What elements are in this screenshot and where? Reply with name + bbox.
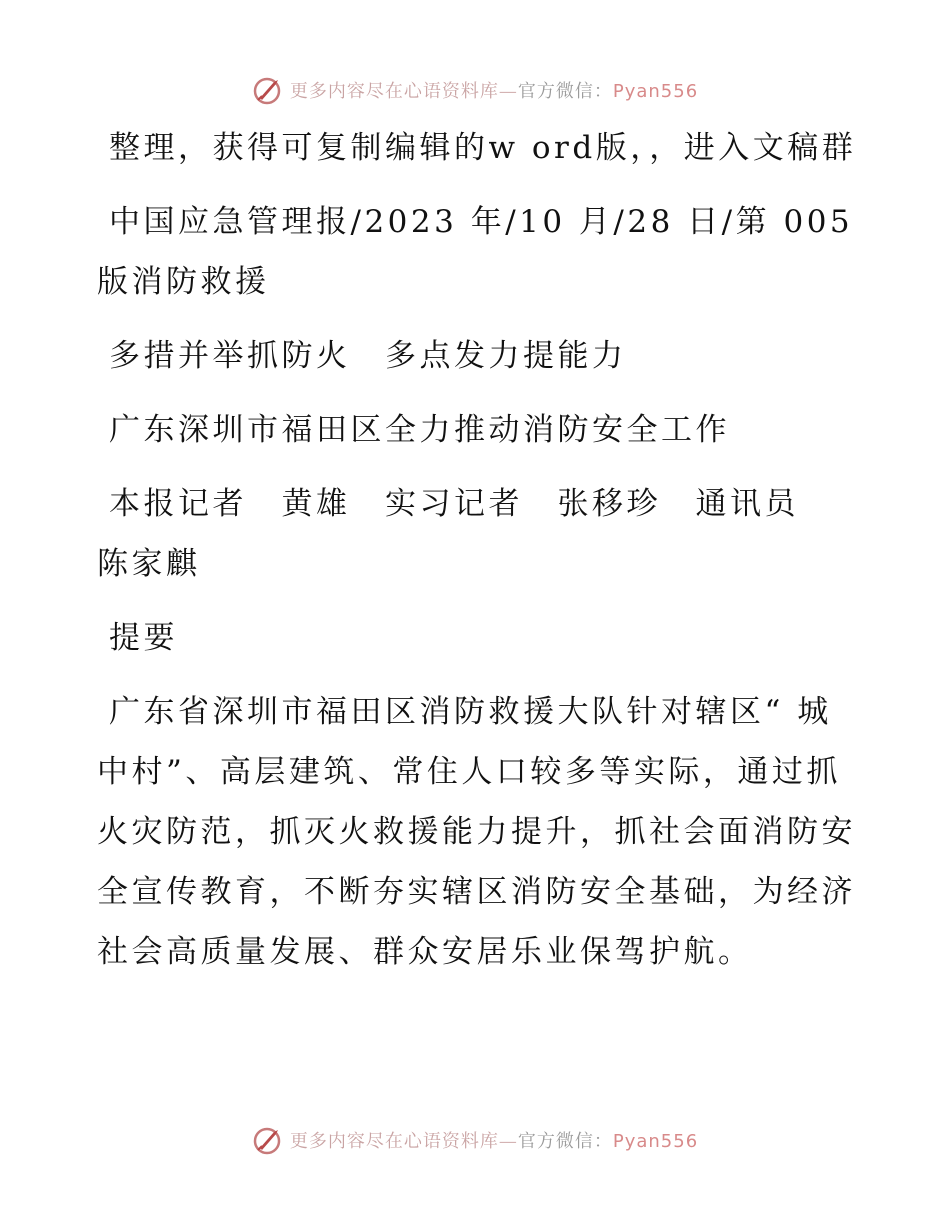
- watermark-separator: —: [498, 1131, 518, 1152]
- quill-logo-icon: [252, 1124, 284, 1156]
- paragraph-note: 整理，获得可复制编辑的w ord版，，进入文稿群: [109, 130, 857, 166]
- document-body: [97, 118, 857, 996]
- watermark-text: [290, 77, 698, 103]
- watermark-label: 官方微信：: [517, 1131, 613, 1152]
- watermark-label: 官方微信：: [517, 81, 613, 102]
- quill-logo-icon: [252, 74, 284, 106]
- watermark-text: [290, 1127, 698, 1153]
- watermark-site-text: 更多内容尽在心语资料库: [289, 81, 499, 102]
- header-watermark: [0, 70, 950, 110]
- watermark-wechat-id: Pyan556: [612, 1131, 699, 1152]
- watermark-separator: —: [498, 81, 518, 102]
- watermark-wechat-id: Pyan556: [612, 81, 699, 102]
- paragraph-subheadline: 广东深圳市福田区全力推动消防安全工作: [109, 412, 730, 448]
- watermark-site-text: 更多内容尽在心语资料库: [289, 1131, 499, 1152]
- paragraph-byline: 本报记者 黄雄 实习记者 张移珍 通讯员 陈家麒: [97, 486, 834, 582]
- paragraph-summary-heading: 提要: [109, 620, 178, 656]
- paragraph-summary: 广东省深圳市福田区消防救援大队针对辖区“ 城中村”、高层建筑、常住人口较多等实际，通过抓火灾防范，抓灭火救援能力提升，抓社会面消防安全宣传教育，不断夯实辖区消防安全基础，为经济社会高质量发展、群众安居乐业保驾护航。: [97, 694, 856, 970]
- paragraph-headline: 多措并举抓防火 多点发力提能力: [109, 338, 627, 374]
- paragraph-source: 中国应急管理报/2023 年/10 月/28 日/第 005 版消防救援: [97, 204, 854, 300]
- footer-watermark: [0, 1120, 950, 1160]
